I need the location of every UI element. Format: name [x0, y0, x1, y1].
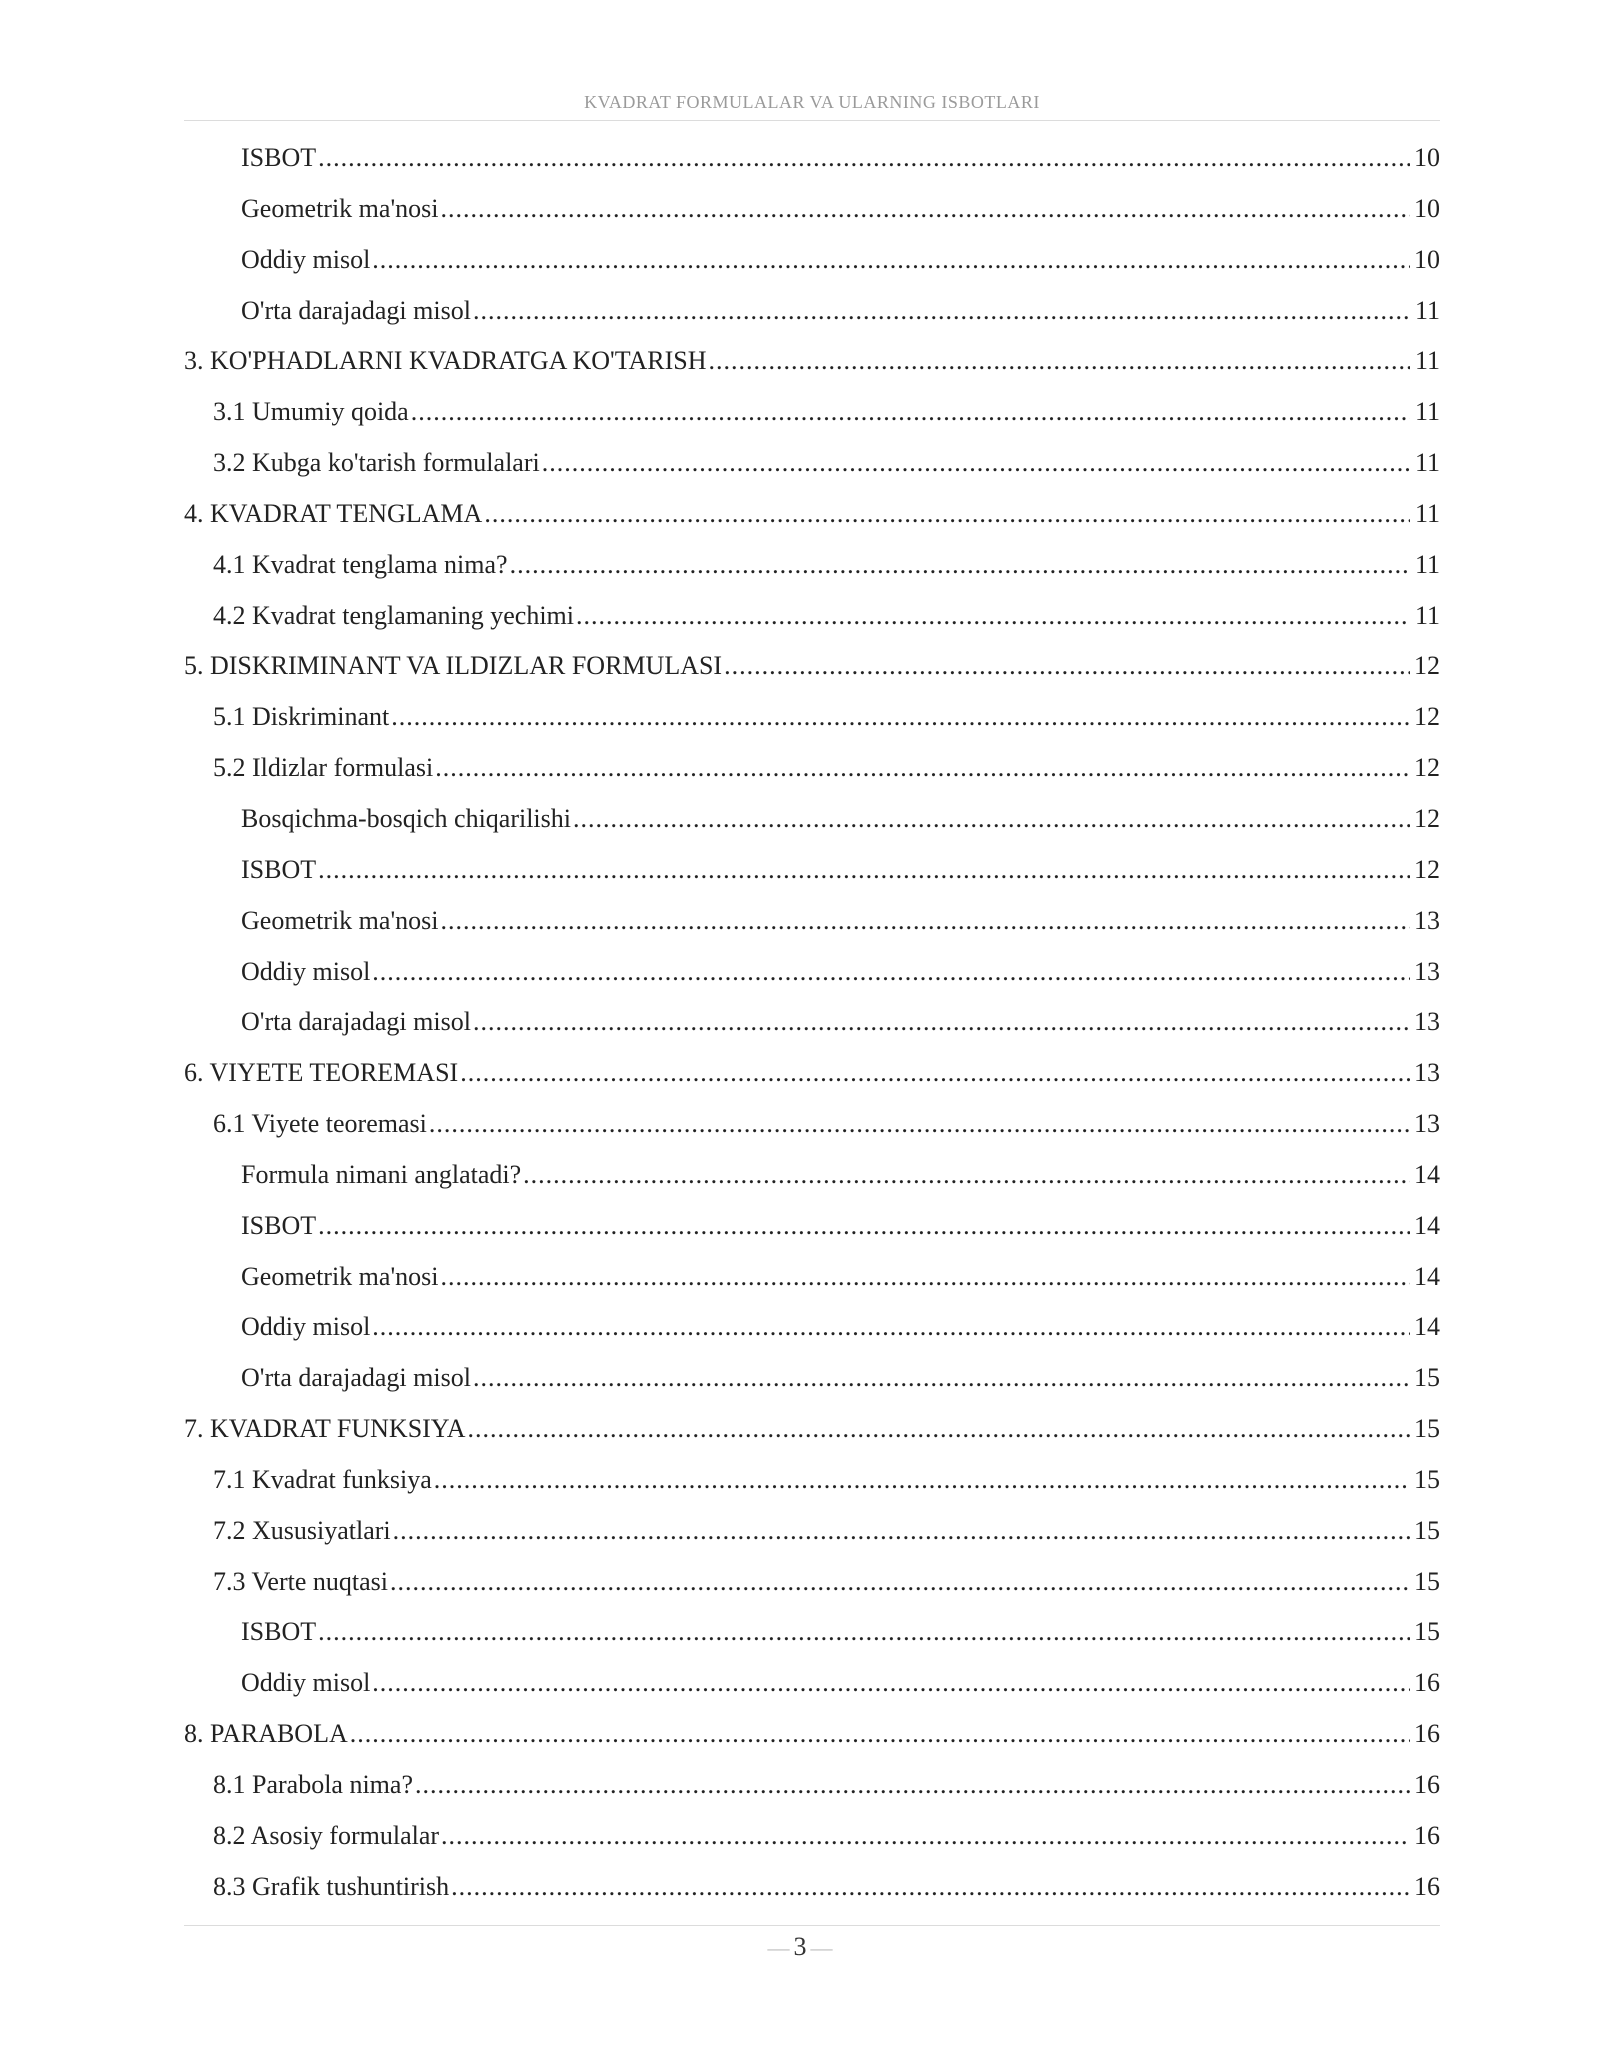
toc-entry-page-number: 10 [1414, 244, 1440, 274]
toc-entry[interactable] [184, 1666, 1440, 1717]
toc-entry[interactable] [184, 497, 1440, 548]
toc-entry-page-number: 13 [1414, 956, 1440, 986]
toc-entry-title: 7.2 Xususiyatlari [213, 1515, 391, 1545]
toc-entry-page-number: 13 [1414, 905, 1440, 935]
toc-entry-page-number: 11 [1414, 549, 1440, 579]
toc-entry-title: 6.1 Viyete teoremasi [213, 1109, 427, 1139]
toc-dot-leader [484, 497, 1410, 531]
table-of-contents [184, 141, 1440, 1921]
toc-entry-title: ISBOT [241, 143, 317, 172]
toc-entry-title: Formula nimani anglatadi? [241, 1159, 522, 1189]
toc-entry-title: Oddiy misol [241, 1312, 371, 1342]
toc-entry-page-number: 15 [1414, 1515, 1440, 1545]
toc-dot-leader [318, 853, 1410, 887]
toc-entry-page-number: 13 [1414, 1109, 1440, 1139]
toc-dot-leader [318, 141, 1410, 175]
toc-dot-leader [724, 649, 1410, 683]
toc-entry[interactable] [184, 649, 1440, 700]
toc-entry-title: ISBOT [241, 854, 317, 884]
toc-entry-title: 3. KO'PHADLARNI KVADRATGA KO'TARISH [184, 346, 707, 376]
toc-entry-title: O'rta darajadagi misol [241, 295, 471, 325]
page-number-footer [0, 1930, 1600, 1965]
toc-entry[interactable] [184, 1361, 1440, 1412]
toc-entry-title: Geometrik ma'nosi [241, 193, 439, 223]
toc-entry-page-number: 15 [1414, 1617, 1440, 1647]
toc-entry[interactable] [184, 955, 1440, 1006]
toc-entry[interactable] [184, 1870, 1440, 1921]
toc-dot-leader [709, 344, 1410, 378]
toc-entry-page-number: 12 [1414, 702, 1440, 732]
toc-dot-leader [372, 243, 1410, 277]
toc-entry[interactable] [184, 1514, 1440, 1565]
toc-entry-title: 3.2 Kubga ko'tarish formulalari [213, 448, 540, 478]
toc-entry-title: Geometrik ma'nosi [241, 1261, 439, 1291]
toc-entry-page-number: 12 [1414, 651, 1440, 681]
toc-entry[interactable] [184, 853, 1440, 904]
toc-entry-page-number: 10 [1414, 143, 1440, 172]
toc-dot-leader [372, 1666, 1410, 1700]
toc-entry-title: 7.1 Kvadrat funksiya [213, 1464, 432, 1494]
toc-entry-title: 8. PARABOLA [184, 1719, 348, 1749]
toc-dot-leader [350, 1717, 1410, 1751]
toc-entry-title: 5. DISKRIMINANT VA ILDIZLAR FORMULASI [184, 651, 723, 681]
toc-dot-leader [318, 1615, 1410, 1649]
toc-entry-page-number: 15 [1414, 1464, 1440, 1494]
toc-entry-page-number: 15 [1414, 1566, 1440, 1596]
toc-entry[interactable] [184, 1260, 1440, 1311]
toc-entry[interactable] [184, 1158, 1440, 1209]
toc-entry-title: 7. KVADRAT FUNKSIYA [184, 1414, 466, 1444]
page-number: 3 [793, 1932, 807, 1961]
toc-entry[interactable] [184, 446, 1440, 497]
toc-entry-title: Bosqichma-bosqich chiqarilishi [241, 803, 572, 833]
toc-entry[interactable] [184, 1056, 1440, 1107]
toc-entry[interactable] [184, 1615, 1440, 1666]
toc-dot-leader [390, 1565, 1410, 1599]
toc-entry-title: O'rta darajadagi misol [241, 1007, 471, 1037]
toc-entry[interactable] [184, 1412, 1440, 1463]
toc-entry-page-number: 11 [1414, 295, 1440, 325]
toc-entry-title: 5.1 Diskriminant [213, 702, 390, 732]
toc-entry-page-number: 15 [1414, 1363, 1440, 1393]
toc-dot-leader [473, 1005, 1410, 1039]
toc-entry-page-number: 12 [1414, 753, 1440, 783]
toc-dot-leader [523, 1158, 1410, 1192]
toc-dot-leader [473, 294, 1410, 328]
toc-entry[interactable] [184, 1005, 1440, 1056]
toc-entry[interactable] [184, 1107, 1440, 1158]
toc-entry-page-number: 16 [1414, 1820, 1440, 1850]
toc-entry[interactable] [184, 1310, 1440, 1361]
toc-entry-page-number: 12 [1414, 854, 1440, 884]
header-divider [184, 120, 1440, 121]
toc-entry-title: 3.1 Umumiy qoida [213, 397, 409, 427]
toc-entry-page-number: 16 [1414, 1871, 1440, 1901]
toc-dot-leader [473, 1361, 1410, 1395]
toc-entry-page-number: 14 [1414, 1312, 1440, 1342]
toc-entry[interactable] [184, 1209, 1440, 1260]
toc-entry-page-number: 15 [1414, 1414, 1440, 1444]
toc-entry-title: 4.2 Kvadrat tenglamaning yechimi [213, 600, 575, 630]
toc-entry-page-number: 13 [1414, 1058, 1440, 1088]
toc-entry-page-number: 14 [1414, 1261, 1440, 1291]
toc-dot-leader [441, 1819, 1410, 1853]
toc-entry[interactable] [184, 1819, 1440, 1870]
page-number-dash-left: — [767, 1935, 790, 1960]
toc-dot-leader [415, 1768, 1410, 1802]
toc-entry-page-number: 11 [1414, 600, 1440, 630]
toc-dot-leader [372, 1310, 1410, 1344]
toc-entry-title: O'rta darajadagi misol [241, 1363, 471, 1393]
toc-entry-title: ISBOT [241, 1617, 317, 1647]
toc-entry[interactable] [184, 751, 1440, 802]
toc-entry-page-number: 16 [1414, 1668, 1440, 1698]
toc-dot-leader [576, 599, 1410, 633]
toc-dot-leader [318, 1209, 1410, 1243]
toc-entry-title: 8.2 Asosiy formulalar [213, 1820, 440, 1850]
page-number-dash-right: — [810, 1935, 833, 1960]
toc-dot-leader [542, 446, 1410, 480]
toc-entry-title: Geometrik ma'nosi [241, 905, 439, 935]
toc-dot-leader [440, 904, 1410, 938]
toc-dot-leader [429, 1107, 1410, 1141]
toc-entry[interactable] [184, 395, 1440, 446]
toc-entry[interactable] [184, 802, 1440, 853]
toc-entry[interactable] [184, 344, 1440, 395]
toc-entry-page-number: 12 [1414, 803, 1440, 833]
toc-entry-title: 5.2 Ildizlar formulasi [213, 753, 434, 783]
toc-dot-leader [451, 1870, 1410, 1904]
toc-entry[interactable] [184, 1463, 1440, 1514]
toc-dot-leader [467, 1412, 1410, 1446]
toc-dot-leader [372, 955, 1410, 989]
toc-dot-leader [435, 751, 1410, 785]
toc-dot-leader [434, 1463, 1410, 1497]
toc-entry[interactable] [184, 548, 1440, 599]
toc-dot-leader [440, 192, 1410, 226]
toc-entry-title: 4.1 Kvadrat tenglama nima? [213, 549, 508, 579]
toc-entry-title: 4. KVADRAT TENGLAMA [184, 498, 483, 528]
toc-entry-page-number: 16 [1414, 1719, 1440, 1749]
toc-entry[interactable] [184, 1717, 1440, 1768]
toc-dot-leader [393, 1514, 1410, 1548]
toc-entry-title: 6. VIYETE TEOREMASI [184, 1058, 459, 1088]
toc-dot-leader [411, 395, 1410, 429]
toc-entry-page-number: 11 [1414, 346, 1440, 376]
toc-entry-page-number: 13 [1414, 1007, 1440, 1037]
toc-dot-leader [391, 700, 1410, 734]
toc-entry[interactable] [184, 1565, 1440, 1616]
toc-entry-page-number: 11 [1414, 448, 1440, 478]
toc-entry-page-number: 11 [1414, 498, 1440, 528]
footer-divider [184, 1925, 1440, 1926]
toc-entry[interactable] [184, 243, 1440, 294]
toc-entry[interactable] [184, 294, 1440, 345]
toc-entry[interactable] [184, 599, 1440, 650]
toc-dot-leader [510, 548, 1410, 582]
toc-entry-title: 7.3 Verte nuqtasi [213, 1566, 388, 1596]
toc-entry-page-number: 10 [1414, 193, 1440, 223]
running-header: KVADRAT FORMULALAR VA ULARNING ISBOTLARI [584, 92, 1040, 112]
toc-entry-page-number: 11 [1414, 397, 1440, 427]
toc-entry-title: ISBOT [241, 1210, 317, 1240]
toc-entry-title: Oddiy misol [241, 1668, 371, 1698]
toc-entry-title: Oddiy misol [241, 956, 371, 986]
toc-entry-title: 8.3 Grafik tushuntirish [213, 1871, 450, 1901]
toc-entry-page-number: 14 [1414, 1159, 1440, 1189]
toc-entry-page-number: 16 [1414, 1770, 1440, 1799]
toc-entry[interactable] [184, 700, 1440, 751]
toc-entry-title: Oddiy misol [241, 244, 371, 274]
toc-entry[interactable] [184, 1768, 1440, 1819]
toc-entry-page-number: 14 [1414, 1210, 1440, 1240]
toc-entry-title: 8.1 Parabola nima? [213, 1770, 413, 1799]
toc-entry[interactable] [184, 904, 1440, 955]
toc-dot-leader [573, 802, 1410, 836]
toc-entry[interactable] [184, 141, 1440, 192]
toc-dot-leader [460, 1056, 1410, 1090]
toc-dot-leader [440, 1260, 1410, 1294]
toc-entry[interactable] [184, 192, 1440, 243]
